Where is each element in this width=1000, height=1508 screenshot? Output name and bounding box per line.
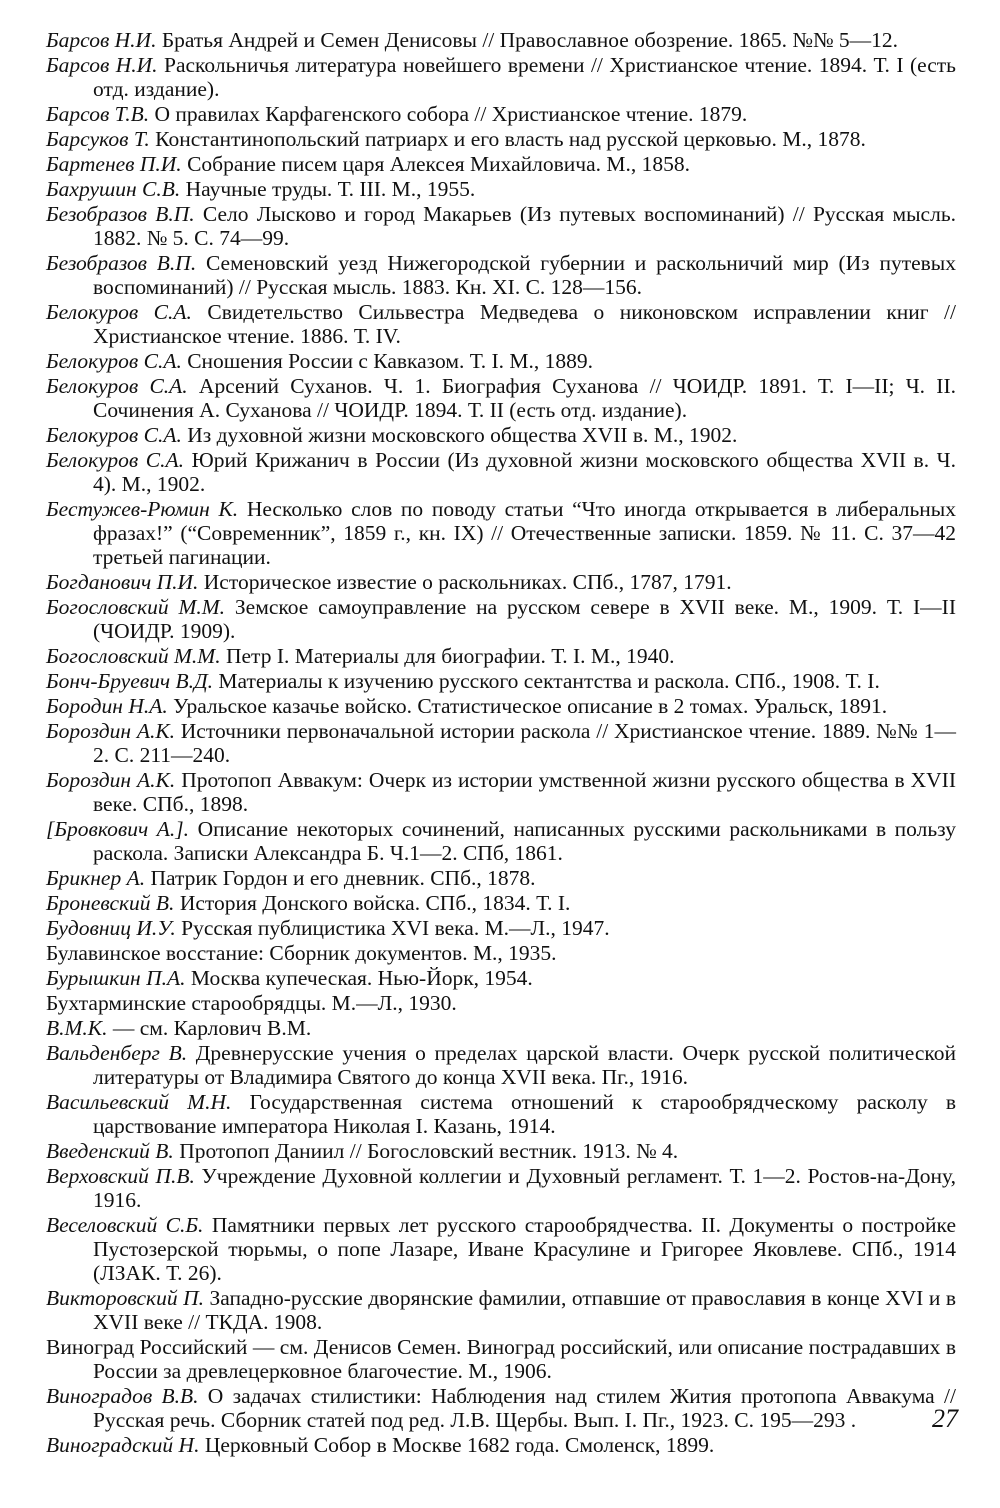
entry-author: Барсов Н.И. xyxy=(46,53,158,77)
entry-text: Западно-русские дворянские фамилии, отпавшие от православия в конце XVI и в XVII веке // ТКДА. 1908. xyxy=(93,1286,957,1334)
entry-text: Арсений Суханов. Ч. 1. Биография Суханова // ЧОИДР. 1891. Т. I—II; Ч. II. Сочинения А. Суханова // ЧОИДР. 1894. Т. II (есть отд. издание). xyxy=(93,374,956,422)
entry-author: Веселовский С.Б. xyxy=(46,1213,204,1237)
page-number: 27 xyxy=(932,1404,958,1433)
entry-text: Источники первоначальной истории раскола // Христианское чтение. 1889. №№ 1—2. С. 211—240. xyxy=(93,719,956,767)
entry-text: О правилах Карфагенского собора // Христианское чтение. 1879. xyxy=(149,102,748,126)
entry-author: Брикнер А. xyxy=(46,866,146,890)
bibliography-list xyxy=(46,28,956,1458)
entry xyxy=(46,719,956,767)
entry xyxy=(46,374,956,422)
entry-author: Бонч-Бруевич В.Д. xyxy=(46,669,214,693)
entry xyxy=(46,1384,956,1432)
entry-text: Москва купеческая. Нью-Йорк, 1954. xyxy=(185,966,533,990)
entry xyxy=(46,768,956,816)
entry-author: Бороздин А.К. xyxy=(46,768,176,792)
entry-author: Белокуров С.А. xyxy=(46,448,185,472)
entry-author: Вальденберг В. xyxy=(46,1041,188,1065)
entry-text: Константинопольский патриарх и его власть над русской церковью. М., 1878. xyxy=(149,127,866,151)
entry xyxy=(46,251,956,299)
entry xyxy=(46,349,956,373)
entry-text: Несколько слов по поводу статьи “Что иногда открывается в либеральных фразах!” (“Современник”, 1859 г., кн. IX) // Отечественные записки. 1859. № 11. С. 37—42 третьей пагинации. xyxy=(93,497,956,569)
entry-text: Булавинское восстание: Сборник документов. М., 1935. xyxy=(46,941,557,965)
entry-author: Введенский В. xyxy=(46,1139,174,1163)
entry-text: Протопоп Аввакум: Очерк из истории умственной жизни русского общества в XVII веке. СПб., 1898. xyxy=(93,768,956,816)
entry xyxy=(46,1335,956,1383)
entry xyxy=(46,817,956,865)
entry-text: Из духовной жизни московского общества XVII в. М., 1902. xyxy=(181,423,738,447)
entry-author: Белокуров С.А. xyxy=(46,300,192,324)
entry xyxy=(46,991,956,1015)
entry-text: Патрик Гордон и его дневник. СПб., 1878. xyxy=(145,866,536,890)
entry xyxy=(46,595,956,643)
entry xyxy=(46,1286,956,1334)
entry-author: Васильевский М.Н. xyxy=(46,1090,232,1114)
entry xyxy=(46,202,956,250)
entry xyxy=(46,694,956,718)
entry-author: Верховский П.В. xyxy=(46,1164,195,1188)
entry xyxy=(46,300,956,348)
entry-author: Бестужев-Рюмин К. xyxy=(46,497,239,521)
entry xyxy=(46,497,956,569)
entry xyxy=(46,1090,956,1138)
entry-author: В.М.К. xyxy=(46,1016,108,1040)
entry xyxy=(46,1041,956,1089)
entry-author: Виноградский Н. xyxy=(46,1433,200,1457)
entry-author: Безобразов В.П. xyxy=(46,251,197,275)
entry-text: Церковный Собор в Москве 1682 года. Смоленск, 1899. xyxy=(199,1433,715,1457)
entry-author: Белокуров С.А. xyxy=(46,374,188,398)
entry xyxy=(46,1016,956,1040)
entry xyxy=(46,1164,956,1212)
entry-text: Описание некоторых сочинений, написанных русскими раскольниками в пользу раскола. Записки Александра Б. Ч.1—2. СПб, 1861. xyxy=(93,817,956,865)
entry-author: Броневский В. xyxy=(46,891,175,915)
entry-author: Белокуров С.А. xyxy=(46,423,182,447)
entry-text: Памятники первых лет русского старообрядчества. II. Документы о постройке Пустозерской тюрьмы, о попе Лазаре, Иване Красулине и Григорее Яковлеве. СПб., 1914 (ЛЗАК. Т. 26). xyxy=(93,1213,957,1285)
entry-author: Барсов Т.В. xyxy=(46,102,150,126)
entry-text: Виноград Российский — см. Денисов Семен. Виноград российский, или описание пострадавших в России за древлецерковное благочестие. М., 1906. xyxy=(46,1335,956,1383)
entry xyxy=(46,570,956,594)
entry-text: История Донского войска. СПб., 1834. Т. I. xyxy=(174,891,571,915)
entry xyxy=(46,966,956,990)
entry-text: Протопоп Даниил // Богословский вестник. 1913. № 4. xyxy=(173,1139,679,1163)
entry-text: Древнерусские учения о пределах царской власти. Очерк русской политической литературы от Владимира Святого до конца XVII века. Пг., 1916. xyxy=(93,1041,956,1089)
entry-text: Свидетельство Сильвестра Медведева о никоновском исправлении книг // Христианское чтение. 1886. Т. IV. xyxy=(93,300,956,348)
entry-text: Земское самоуправление на русском севере в XVII веке. М., 1909. Т. I—II (ЧОИДР. 1909). xyxy=(93,595,956,643)
entry-author: Богословский М.М. xyxy=(46,644,221,668)
entry-text: Собрание писем царя Алексея Михайловича. М., 1858. xyxy=(181,152,691,176)
entry-text: Учреждение Духовной коллегии и Духовный регламент. Т. 1—2. Ростов-на-Дону, 1916. xyxy=(93,1164,956,1212)
entry xyxy=(46,152,956,176)
entry-author: Барсуков Т. xyxy=(46,127,150,151)
entry-text: Бухтарминские старообрядцы. М.—Л., 1930. xyxy=(46,991,457,1015)
entry-text: Государственная система отношений к старообрядческому расколу в царствование императора Николая I. Казань, 1914. xyxy=(93,1090,956,1138)
entry xyxy=(46,127,956,151)
entry-text: Материалы к изучению русского сектантства и раскола. СПб., 1908. Т. I. xyxy=(213,669,880,693)
entry-text: Научные труды. Т. III. М., 1955. xyxy=(180,177,476,201)
entry xyxy=(46,941,956,965)
entry xyxy=(46,423,956,447)
entry-author: Бартенев П.И. xyxy=(46,152,182,176)
entry xyxy=(46,448,956,496)
entry xyxy=(46,644,956,668)
entry-author: Виноградов В.В. xyxy=(46,1384,199,1408)
entry-author: Викторовский П. xyxy=(46,1286,204,1310)
entry-text: Братья Андрей и Семен Денисовы // Православное обозрение. 1865. №№ 5—12. xyxy=(156,28,898,52)
entry-text: Русская публицистика XVI века. М.—Л., 1947. xyxy=(175,916,610,940)
entry-text: Сношения России с Кавказом. Т. I. М., 1889. xyxy=(181,349,594,373)
entry-author: Бородин Н.А. xyxy=(46,694,168,718)
entry-text: Уральское казачье войско. Статистическое описание в 2 томах. Уральск, 1891. xyxy=(167,694,888,718)
entry-text: Петр I. Материалы для биографии. Т. I. М., 1940. xyxy=(220,644,675,668)
entry-author: Белокуров С.А. xyxy=(46,349,182,373)
entry-author: Бурышкин П.А. xyxy=(46,966,186,990)
entry xyxy=(46,177,956,201)
entry-author: Безобразов В.П. xyxy=(46,202,195,226)
entry-author: Богданович П.И. xyxy=(46,570,199,594)
entry-author: Богословский М.М. xyxy=(46,595,226,619)
entry xyxy=(46,53,956,101)
entry-text: Историческое известие о раскольниках. СПб., 1787, 1791. xyxy=(198,570,732,594)
entry-author: [Бровкович А.]. xyxy=(46,817,190,841)
entry-text: Раскольничья литература новейшего времени // Христианское чтение. 1894. Т. I (есть отд. издание). xyxy=(93,53,956,101)
entry-author: Бахрушин С.В. xyxy=(46,177,181,201)
entry-text: Село Лысково и город Макарьев (Из путевых воспоминаний) // Русская мысль. 1882. № 5. С. 74—99. xyxy=(93,202,957,250)
entry xyxy=(46,1213,956,1285)
entry-author: Бороздин А.К. xyxy=(46,719,175,743)
entry xyxy=(46,1433,956,1457)
entry xyxy=(46,28,956,52)
entry-author: Будовниц И.У. xyxy=(46,916,176,940)
entry xyxy=(46,891,956,915)
entry xyxy=(46,669,956,693)
entry xyxy=(46,1139,956,1163)
entry-text: — см. Карлович В.М. xyxy=(107,1016,312,1040)
entry-text: О задачах стилистики: Наблюдения над стилем Жития протопопа Аввакума // Русская речь. Сборник статей под ред. Л.В. Щербы. Вып. I. Пг., 1923. С. 195—293 . xyxy=(93,1384,956,1432)
entry-author: Барсов Н.И. xyxy=(46,28,157,52)
entry xyxy=(46,916,956,940)
entry xyxy=(46,102,956,126)
entry xyxy=(46,866,956,890)
entry-text: Юрий Крижанич в России (Из духовной жизни московского общества XVII в. Ч. 4). М., 1902. xyxy=(93,448,957,496)
entry-text: Семеновский уезд Нижегородской губернии и раскольничий мир (Из путевых воспоминаний) // Русская мысль. 1883. Кн. XI. С. 128—156. xyxy=(93,251,956,299)
